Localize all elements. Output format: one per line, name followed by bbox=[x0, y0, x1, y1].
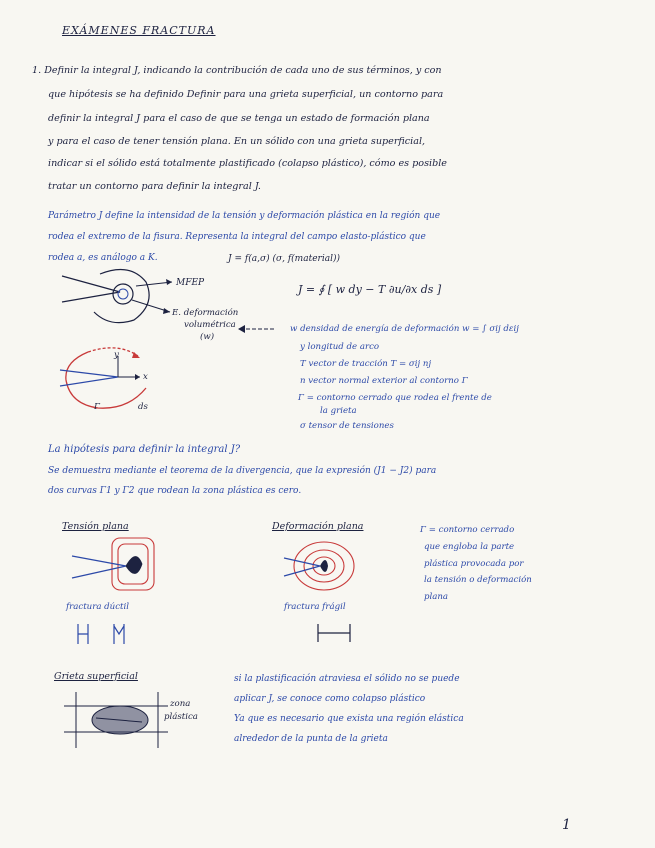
term-n: n vector normal exterior al contorno Γ bbox=[300, 376, 468, 386]
zona-label: zona bbox=[170, 699, 191, 709]
question-line-5: indicar si el sólido está totalmente plastificado (colapso plástico), cómo es posible bbox=[48, 158, 447, 169]
mfep-label: MFEP bbox=[176, 278, 205, 288]
e-def-label: E. deformación bbox=[172, 308, 239, 318]
terms-arrow bbox=[236, 322, 278, 336]
question-line-3: definir la integral J para el caso de que se tenga un estado de formación plana bbox=[48, 113, 430, 124]
term-sigma: σ tensor de tensiones bbox=[300, 421, 394, 431]
grieta-line-3: Ya que es necesario que exista una región elástica bbox=[234, 714, 464, 724]
crack-mfep-diagram bbox=[60, 268, 190, 338]
x-axis-label: x bbox=[143, 372, 148, 382]
terms-arrowhead bbox=[238, 325, 245, 333]
gamma-label: Γ bbox=[94, 402, 100, 412]
answer-intro-line-3: rodea a, es análogo a K. bbox=[48, 253, 158, 263]
page-title: EXÁMENES FRACTURA bbox=[62, 24, 216, 37]
def-arrowhead bbox=[163, 308, 170, 314]
grieta-superficial-diagram bbox=[62, 688, 172, 752]
hypothesis-line-2: dos curvas Γ1 y Γ2 que rodean la zona plástica es cero. bbox=[48, 486, 302, 496]
j-integral-formula: J = ∮ [ w dy − T ∂u/∂x ds ] bbox=[298, 283, 442, 296]
grieta-superficial-heading: Grieta superficial bbox=[54, 671, 138, 682]
contour-curve bbox=[94, 270, 149, 323]
fragil-sketch bbox=[318, 624, 350, 642]
tension-plana-diagram bbox=[70, 534, 170, 600]
red-contour bbox=[66, 352, 146, 408]
grieta-line-1: si la plastificación atraviesa el sólido no se puede bbox=[234, 674, 460, 684]
fractura-ductil-label: fractura dúctil bbox=[66, 602, 129, 612]
page-number: 1 bbox=[562, 817, 571, 833]
ductil-sketch-2 bbox=[114, 624, 124, 644]
term-gamma-2: la grieta bbox=[320, 406, 357, 416]
gamma-note-line-5: plana bbox=[424, 592, 449, 602]
question-line-2: que hipótesis se ha definido Definir para una grieta superficial, un contorno para bbox=[48, 89, 444, 100]
term-t: T vector de tracción T = σij nj bbox=[300, 359, 432, 369]
ductil-sketch-1 bbox=[78, 624, 88, 644]
crack-lines-2 bbox=[60, 370, 118, 386]
ductil-specimen-sketch bbox=[74, 620, 134, 648]
plastic-zone-shape bbox=[126, 556, 142, 573]
term-gamma: Γ = contorno cerrado que rodea el frente de bbox=[298, 393, 492, 403]
j-function: J = f(a,σ) (σ, f(material)) bbox=[228, 254, 340, 264]
tension-plana-heading: Tensión plana bbox=[62, 521, 129, 532]
question-line-6: tratar un contorno para definir la integral J. bbox=[48, 181, 261, 192]
gamma-note-line-1: Γ = contorno cerrado bbox=[420, 525, 515, 535]
deformacion-plana-diagram bbox=[282, 534, 382, 600]
x-axis-arrowhead bbox=[135, 374, 140, 380]
hypothesis-line-1: Se demuestra mediante el teorema de la divergencia, que la expresión (J1 − J2) para bbox=[48, 466, 437, 476]
deformacion-plana-heading: Deformación plana bbox=[272, 521, 364, 532]
fragil-specimen-sketch bbox=[314, 622, 354, 644]
answer-intro-line-2: rodea el extremo de la fisura. Representa la integral del campo elasto-plástico que bbox=[48, 232, 426, 242]
gamma-note-line-4: la tensión o deformación bbox=[424, 575, 532, 585]
question-line-1: 1. Definir la integral J, indicando la contribución de cada uno de sus términos, y con bbox=[32, 65, 442, 76]
term-w: w densidad de energía de deformación w = ∫ σij dεij bbox=[290, 324, 519, 334]
crack-lines bbox=[62, 276, 120, 302]
inner-zone-circle bbox=[118, 289, 128, 299]
contour-axes-diagram bbox=[58, 340, 168, 418]
grieta-line-2: aplicar J, se conoce como colapso plástico bbox=[234, 694, 426, 704]
term-y: y longitud de arco bbox=[300, 342, 380, 352]
plastic-zone-shape-2 bbox=[320, 560, 328, 572]
red-contour-top bbox=[88, 348, 138, 356]
question-line-4: y para el caso de tener tensión plana. En un sólido con una grieta superficial, bbox=[48, 136, 426, 147]
hypothesis-question: La hipótesis para definir la integral J? bbox=[48, 444, 241, 455]
gamma-note-line-2: que engloba la parte bbox=[424, 542, 515, 552]
plastica-label: plástica bbox=[164, 712, 198, 722]
gamma-note-line-3: plástica provocada por bbox=[424, 559, 524, 569]
answer-intro-line-1: Parámetro J define la intensidad de la tensión y deformación plástica en la región que bbox=[48, 211, 441, 221]
grieta-line-4: alrededor de la punta de la grieta bbox=[234, 734, 388, 744]
mfep-arrowhead bbox=[166, 279, 172, 285]
e-def-label-3: (w) bbox=[200, 332, 215, 342]
plastic-zone-circle bbox=[113, 284, 133, 304]
fractura-fragil-label: fractura frágil bbox=[284, 602, 346, 612]
ds-label: ds bbox=[138, 402, 148, 412]
e-def-label-2: volumétrica bbox=[184, 320, 236, 330]
y-axis-label: y bbox=[114, 350, 119, 360]
